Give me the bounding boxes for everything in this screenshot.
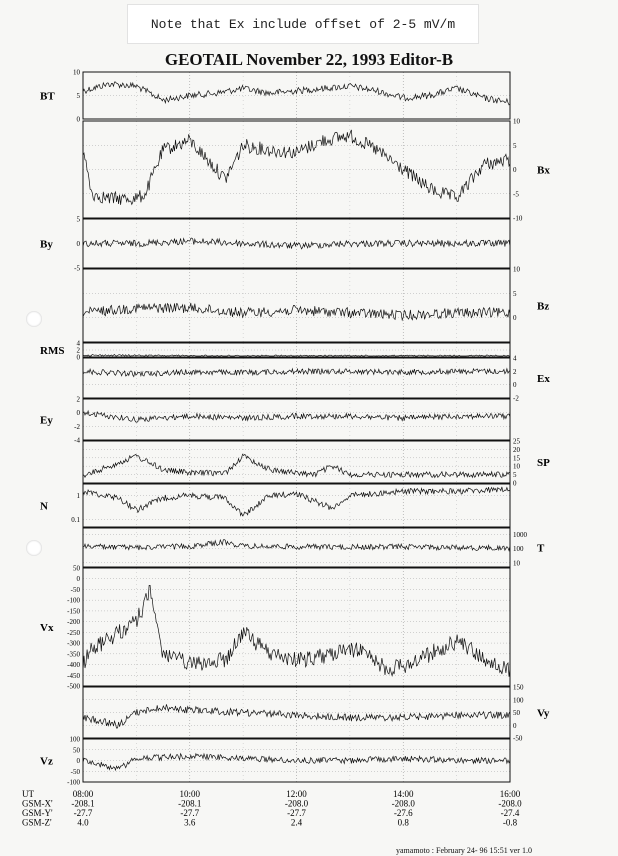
panel-label-vz: Vz	[40, 755, 53, 768]
series-line-ex	[83, 369, 510, 377]
tick-label-rms: 2	[76, 346, 80, 355]
tick-label-vy: 0	[513, 721, 517, 730]
tick-label-bz: 10	[513, 265, 520, 274]
tick-label-vz: 0	[76, 757, 80, 765]
tick-label-vz: -50	[70, 767, 80, 776]
tick-label-vy: 150	[513, 683, 524, 692]
table-row-label: GSM-Y'	[22, 808, 53, 818]
tick-label-vy: 100	[513, 696, 524, 705]
tick-label-bz: 5	[513, 289, 517, 298]
tick-label-vx: -250	[67, 628, 80, 637]
tick-label-ex: 4	[513, 354, 517, 363]
tick-label-bz: 0	[513, 314, 517, 323]
tick-label-rms: 4	[76, 339, 80, 348]
tick-label-vx: -350	[67, 650, 80, 659]
series-line-by	[83, 238, 510, 249]
table-cell: -27.7	[287, 808, 306, 818]
offset-note: Note that Ex include offset of 2-5 mV/m	[127, 4, 479, 44]
table-cell: -27.4	[500, 808, 520, 818]
tick-label-vx: -400	[67, 661, 80, 670]
table-cell: 4.0	[77, 817, 89, 828]
table-cell: 10:00	[179, 789, 201, 799]
tick-label-vx: -450	[67, 671, 80, 680]
tick-label-vx: 50	[73, 564, 80, 573]
panel-frame-vx	[83, 568, 510, 686]
tick-label-n: 1	[76, 492, 80, 501]
panel-label-bx: Bx	[537, 164, 550, 177]
panel-label-vx: Vx	[40, 622, 54, 634]
tick-label-sp: 15	[513, 454, 520, 463]
panel-label-bz: Bz	[537, 300, 550, 313]
panel-label-n: N	[40, 500, 48, 513]
panel-label-vy: Vy	[537, 707, 550, 720]
table-cell: -27.7	[180, 808, 200, 818]
table-cell: -27.7	[73, 808, 93, 818]
tick-label-vx: -50	[70, 585, 80, 594]
series-line-vz	[83, 754, 510, 770]
panel-label-ey: Ey	[40, 414, 53, 427]
tick-label-sp: 10	[513, 462, 520, 471]
tick-label-by: 5	[76, 215, 80, 224]
tick-label-ex: -2	[513, 394, 519, 403]
tick-label-sp: 0	[513, 479, 517, 488]
tick-label-sp: 25	[513, 437, 520, 446]
tick-label-vx: -200	[67, 618, 80, 627]
series-line-vy	[83, 704, 510, 728]
panel-label-by: By	[40, 238, 53, 251]
panel-label-t: T	[537, 542, 545, 555]
tick-label-ex: 0	[513, 381, 517, 390]
tick-label-ey: -4	[74, 436, 80, 445]
table-row-label: GSM-X'	[22, 798, 53, 809]
tick-label-vx: -500	[67, 682, 80, 691]
table-cell: 12:00	[286, 789, 307, 799]
table-cell: -0.8	[502, 817, 518, 828]
tick-label-bx: 10	[513, 117, 520, 126]
table-cell: 0.8	[397, 817, 409, 828]
tick-label-vy: -50	[513, 734, 523, 743]
tick-label-vy: 50	[513, 709, 520, 717]
tick-label-vz: 100	[69, 735, 80, 744]
table-cell: -208.0	[284, 798, 309, 809]
tick-label-bx: 0	[513, 166, 517, 174]
chart-title: GEOTAIL November 22, 1993 Editor-B	[164, 50, 454, 69]
table-cell: 16:00	[499, 789, 521, 799]
table-row-label: GSM-Z'	[22, 817, 52, 828]
tick-label-vx: -300	[67, 639, 80, 648]
tick-label-vz: 50	[73, 746, 80, 755]
tick-label-by: 0	[76, 240, 80, 248]
tick-label-bx: 5	[513, 141, 517, 150]
tick-label-bt: 5	[76, 92, 80, 100]
table-cell: -208.1	[71, 798, 95, 809]
panel-label-ex: Ex	[537, 373, 550, 385]
table-cell: -27.6	[393, 808, 413, 818]
tick-label-t: 1000	[513, 531, 527, 540]
tick-label-bx: -5	[513, 190, 519, 199]
tick-label-bt: 0	[76, 115, 80, 124]
tick-label-bt: 10	[73, 68, 80, 77]
tick-label-n: 0.1	[71, 516, 80, 525]
tick-label-vx: -100	[67, 596, 80, 605]
table-cell: 3.6	[184, 817, 196, 828]
tick-label-sp: 5	[513, 471, 517, 480]
table-cell: -208.0	[498, 798, 522, 809]
tick-label-rms: 0	[76, 353, 80, 362]
tick-label-vx: -150	[67, 607, 80, 616]
tick-label-ey: 2	[76, 395, 80, 404]
tick-label-bx: -10	[513, 214, 523, 223]
table-cell: -208.0	[391, 798, 415, 809]
tick-label-by: -5	[74, 264, 80, 273]
table-row-label: UT	[22, 789, 34, 799]
tick-label-ex: 2	[513, 367, 517, 376]
tick-label-vz: -100	[67, 778, 80, 787]
table-cell: 14:00	[392, 789, 414, 799]
series-line-t	[83, 540, 510, 551]
tick-label-ey: -2	[74, 422, 80, 431]
footer-credit: yamamoto : February 24- 96 15:51 ver 1.0	[396, 846, 532, 855]
tick-label-vx: 0	[76, 575, 80, 584]
table-cell: -208.1	[178, 798, 202, 809]
panel-label-bt: BT	[40, 90, 55, 103]
table-cell: 2.4	[290, 817, 303, 828]
tick-label-t: 10	[513, 559, 520, 568]
panel-label-sp: SP	[537, 457, 550, 469]
tick-label-ey: 0	[76, 409, 80, 418]
tick-label-sp: 20	[513, 445, 520, 454]
table-cell: 08:00	[72, 789, 94, 799]
series-line-bt	[83, 82, 510, 105]
panel-label-rms: RMS	[40, 345, 65, 357]
tick-label-t: 100	[513, 545, 524, 554]
